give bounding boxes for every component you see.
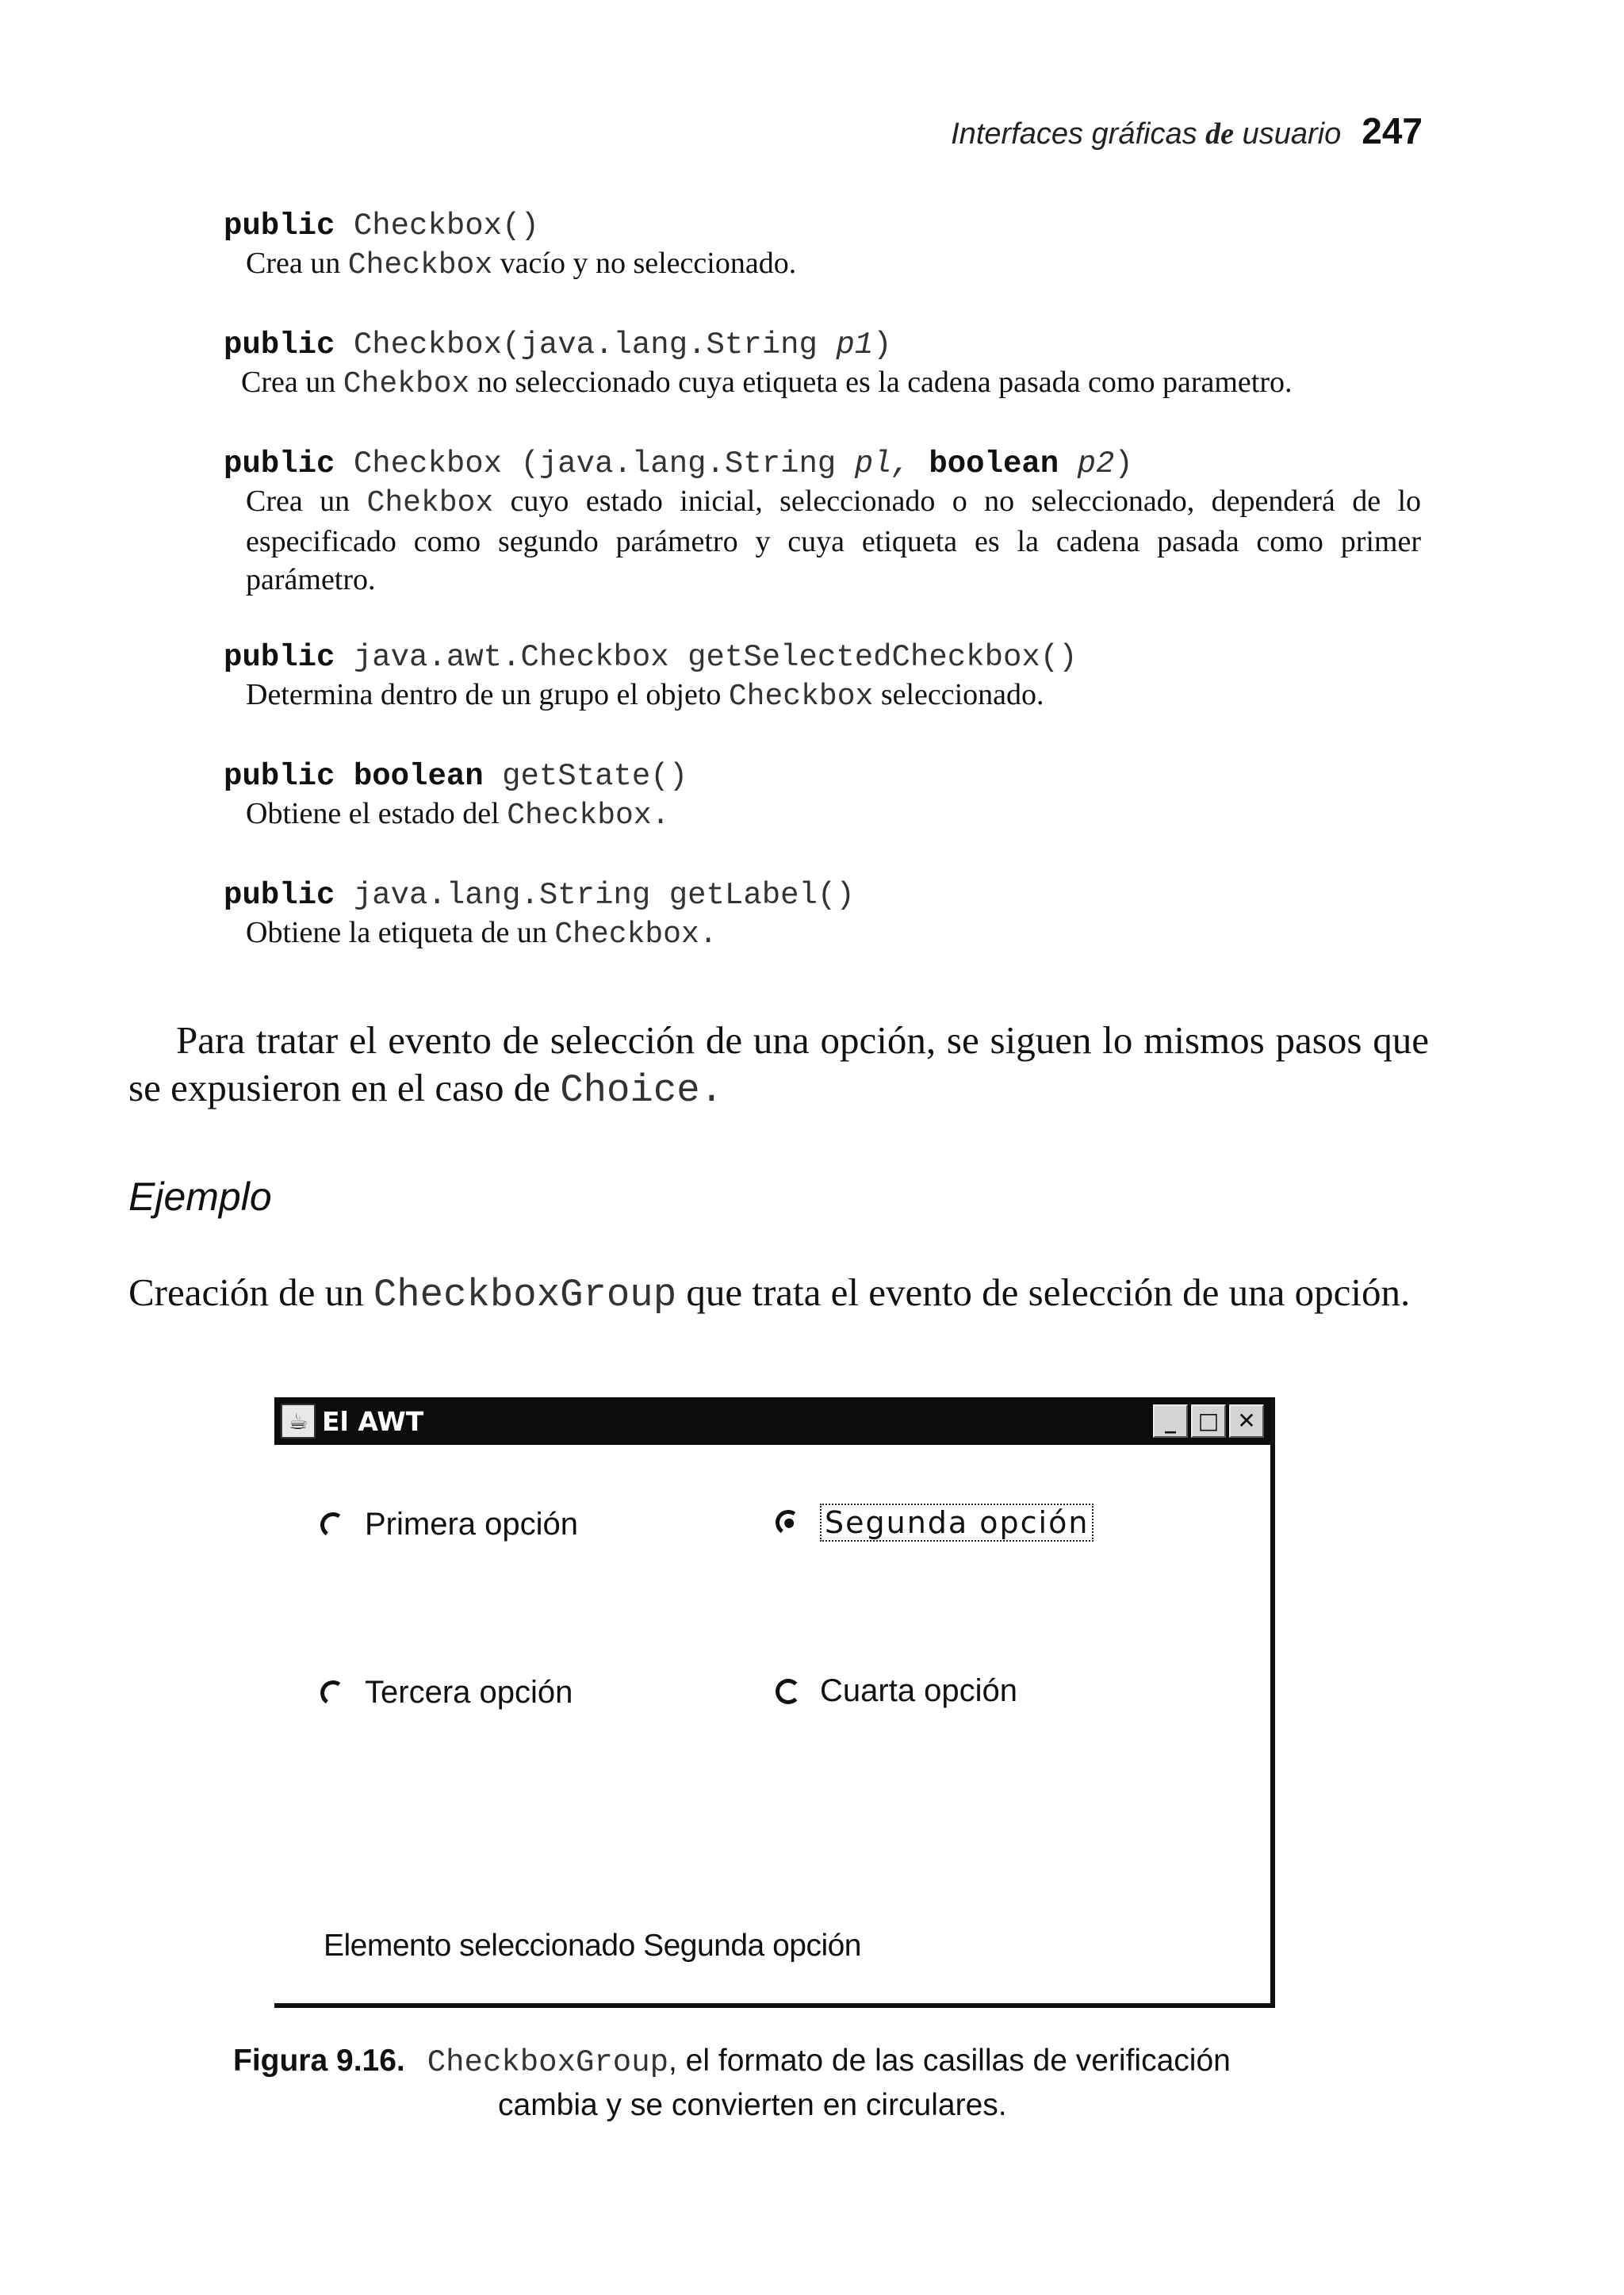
param-name: p2 <box>1077 446 1115 481</box>
method-description <box>246 482 1421 599</box>
keyword: public <box>224 446 335 481</box>
description-text: Obtiene el estado del <box>246 797 508 830</box>
description-text: Obtiene la etiqueta de un <box>246 916 555 949</box>
method-signature <box>224 208 1421 244</box>
keyword: public <box>224 878 335 913</box>
signature-text: Checkbox() <box>335 209 539 243</box>
radio-cuarta[interactable] <box>776 1673 1017 1709</box>
selection-status-label: Elemento seleccionado Segunda opción <box>324 1929 862 1963</box>
radio-label[interactable]: Tercera opción <box>365 1675 573 1710</box>
param-name: p1 <box>836 328 874 362</box>
radio-circle-icon[interactable] <box>318 1510 347 1539</box>
window-controls <box>1153 1404 1264 1438</box>
description-text: Crea un <box>241 366 343 399</box>
api-entry-constructor-label <box>224 327 1421 404</box>
radio-label-focused[interactable]: Segunda opción <box>820 1504 1094 1542</box>
radio-label[interactable]: Cuarta opción <box>820 1673 1018 1708</box>
radio-circle-icon[interactable] <box>318 1678 347 1707</box>
paragraph-text: Para tratar el evento de selección de una opción, se siguen lo mismos pasos que se expusieron en el caso de <box>128 1018 1429 1109</box>
keyword: public <box>224 328 335 362</box>
maximize-button[interactable]: □ <box>1191 1404 1226 1438</box>
param-name: pl, <box>854 446 910 481</box>
signature-text: getState() <box>483 759 688 794</box>
chapter-title <box>951 117 1341 151</box>
radio-primera[interactable] <box>320 1507 578 1542</box>
minimize-button[interactable]: _ <box>1153 1404 1188 1438</box>
keyword: public <box>224 209 335 243</box>
window-title: El AWT <box>322 1405 424 1437</box>
signature-text: ) <box>873 328 892 362</box>
api-entry-constructor-empty <box>224 208 1421 285</box>
inline-code: Checkbox. <box>507 799 670 833</box>
signature-text: Checkbox (java.lang.String <box>335 446 855 481</box>
description-text: seleccionado. <box>873 678 1044 711</box>
api-entry-get-selected <box>224 639 1421 716</box>
description-text: vacío y no seleccionado. <box>492 247 797 280</box>
api-entry-constructor-label-state <box>224 446 1421 599</box>
keyword: public <box>224 759 335 794</box>
method-signature <box>224 446 1421 482</box>
figure-label: Figura 9.16. <box>233 2044 405 2078</box>
awt-window-screenshot <box>274 1397 1275 2008</box>
description-text: no seleccionado cuya etiqueta es la cadena pasada como parametro. <box>469 366 1293 399</box>
inline-code: Checkbox <box>728 680 874 714</box>
api-entry-get-label <box>224 877 1421 954</box>
chapter-title-part2: usuario <box>1234 117 1342 151</box>
description-text: cuyo estado inicial, seleccionado o no seleccionado, dependerá de lo especificado como segundo parámetro y cuya etiqueta es la cadena pasada como primer parámetro. <box>246 485 1422 596</box>
method-description <box>241 363 1421 404</box>
description-text: Determina dentro de un grupo el objeto <box>246 678 729 711</box>
method-description <box>246 676 1421 716</box>
body-paragraph <box>128 1017 1429 1114</box>
method-description <box>246 795 1421 835</box>
caption-text-line2: cambia y se convierten en circulares. <box>498 2088 1007 2122</box>
signature-text: Checkbox(java.lang.String <box>335 328 837 362</box>
description-text: Crea un <box>246 247 348 280</box>
keyword: public <box>224 640 335 675</box>
radio-circle-selected-icon[interactable] <box>773 1508 802 1537</box>
running-header <box>951 109 1423 152</box>
java-cup-icon[interactable]: ☕ <box>281 1404 316 1439</box>
inline-code: CheckboxGroup <box>427 2045 668 2080</box>
body-paragraph <box>128 1269 1429 1319</box>
close-button[interactable]: ✕ <box>1229 1404 1264 1438</box>
paragraph-text: Creación de un <box>128 1270 373 1314</box>
inline-code: Checkbox <box>347 248 493 282</box>
method-signature <box>224 758 1421 795</box>
signature-text: java.awt.Checkbox getSelectedCheckbox() <box>335 640 1078 675</box>
chapter-title-part1: Interfaces gráficas <box>951 117 1206 151</box>
chapter-title-de: de <box>1205 117 1235 151</box>
radio-segunda[interactable] <box>776 1504 1094 1542</box>
inline-code: Chekbox <box>343 367 470 401</box>
inline-code: Checkbox. <box>554 918 718 952</box>
signature-text: ) <box>1114 446 1133 481</box>
paragraph-text: que trata el evento de selección de una opción. <box>676 1270 1411 1314</box>
figure-caption <box>233 2040 1391 2127</box>
caption-text: , el formato de las casillas de verificación <box>668 2044 1231 2078</box>
method-description <box>246 914 1421 954</box>
method-signature <box>224 877 1421 914</box>
window-titlebar[interactable] <box>274 1397 1270 1445</box>
keyword: boolean <box>353 759 484 794</box>
signature-text: java.lang.String getLabel() <box>335 878 855 913</box>
method-signature <box>224 639 1421 676</box>
method-description <box>246 244 1421 285</box>
description-text: Crea un <box>246 485 367 518</box>
api-entry-get-state <box>224 758 1421 835</box>
radio-label[interactable]: Primera opción <box>365 1507 579 1542</box>
keyword: boolean <box>929 446 1059 481</box>
inline-code: Chekbox <box>366 486 494 520</box>
page-number: 247 <box>1362 110 1423 151</box>
radio-tercera[interactable] <box>320 1675 573 1711</box>
section-heading: Ejemplo <box>128 1174 272 1219</box>
method-signature <box>224 327 1421 363</box>
inline-code: Choice. <box>560 1068 724 1113</box>
radio-circle-icon[interactable] <box>776 1679 801 1704</box>
inline-code: CheckboxGroup <box>373 1273 677 1317</box>
